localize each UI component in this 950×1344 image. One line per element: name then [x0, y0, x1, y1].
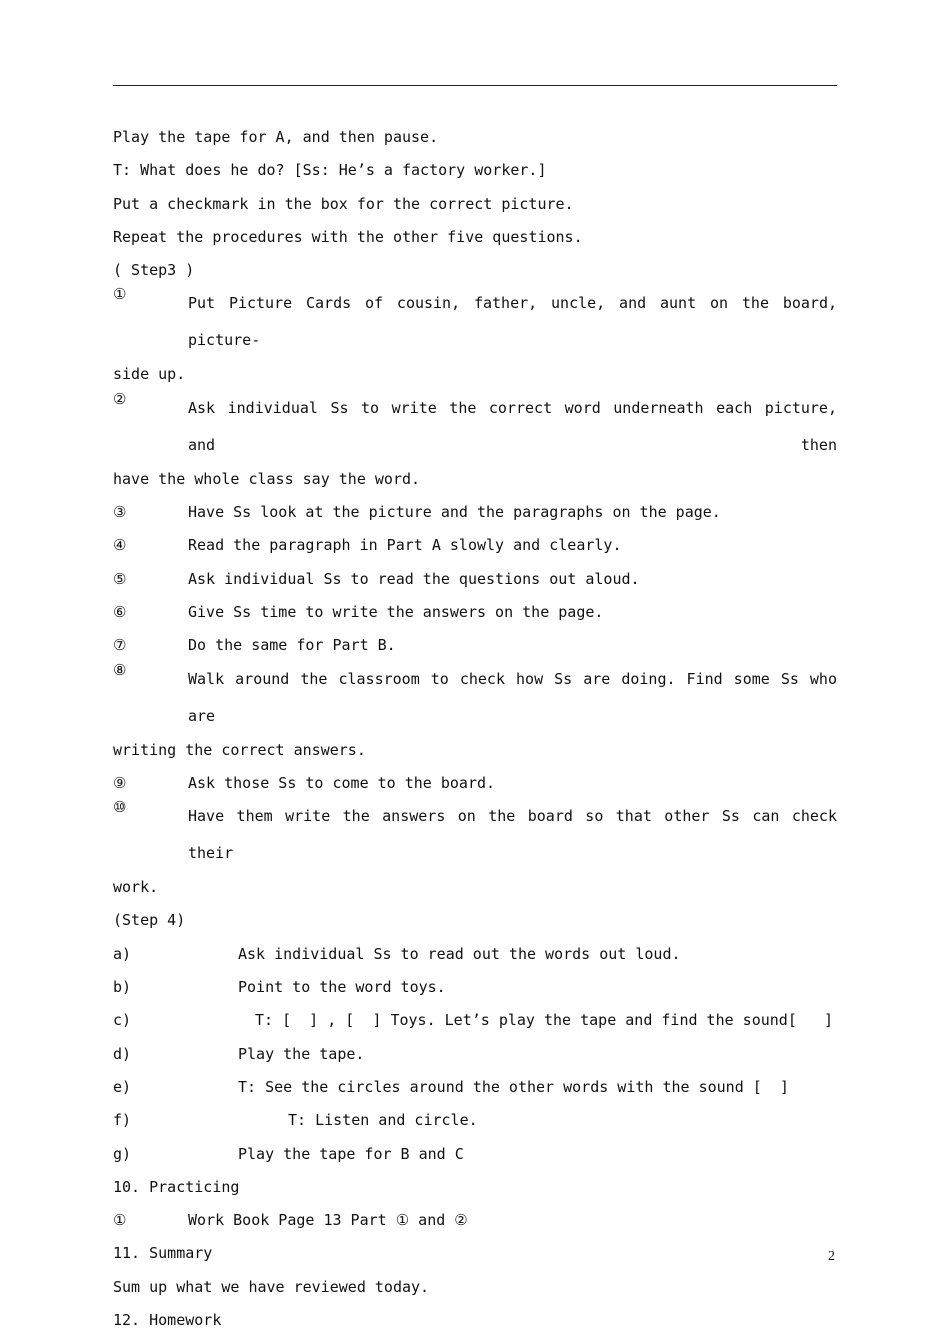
- section-heading-practicing: 10. Practicing: [113, 1177, 240, 1196]
- list-marker: g): [113, 1144, 132, 1163]
- list-marker: c): [113, 1011, 132, 1030]
- list-item: [113, 1142, 837, 1175]
- list-marker: ⑥: [113, 602, 127, 621]
- list-item-text: Ask individual Ss to read out the words out loud.: [238, 944, 681, 963]
- list-marker: d): [113, 1044, 132, 1063]
- list-marker: a): [113, 944, 132, 963]
- list-marker: e): [113, 1077, 132, 1096]
- list-item: [113, 942, 837, 975]
- list-marker: ⑩: [113, 798, 127, 817]
- list-item: [113, 567, 837, 600]
- list-item: [113, 1042, 837, 1075]
- list-marker: ①: [113, 285, 127, 304]
- list-item-continuation: side up.: [113, 365, 186, 384]
- section-heading-summary: 11. Summary: [113, 1244, 213, 1263]
- list-item-text: Work Book Page 13 Part ① and ②: [188, 1211, 468, 1230]
- list-marker: ④: [113, 536, 127, 555]
- step3-heading: ( Step3 ): [113, 261, 195, 280]
- page-number: 2: [828, 1249, 835, 1264]
- list-item-text: Do the same for Part B.: [188, 636, 396, 655]
- text-line: Put a checkmark in the box for the correct picture.: [113, 194, 574, 213]
- list-marker: b): [113, 978, 132, 997]
- list-item-text: T: Listen and circle.: [288, 1111, 478, 1130]
- list-item-text: Point to the word toys.: [238, 978, 446, 997]
- list-marker: ⑨: [113, 773, 127, 792]
- step4-heading: (Step 4): [113, 911, 186, 930]
- list-item-continuation: have the whole class say the word.: [113, 469, 421, 488]
- list-item-text: Ask those Ss to come to the board.: [188, 773, 496, 792]
- list-item-text: Walk around the classroom to check how Ss are doing. Find some Ss who are: [188, 669, 837, 725]
- list-item-text: Ask individual Ss to write the correct word underneath each picture, and then: [188, 398, 837, 454]
- list-item: [113, 661, 837, 735]
- list-item-text: T: See the circles around the other words with the sound [ ]: [238, 1077, 789, 1096]
- list-item-text: Give Ss time to write the answers on the page.: [188, 602, 604, 621]
- list-item: [113, 975, 837, 1008]
- section-heading-homework: 12. Homework: [113, 1311, 222, 1330]
- list-item-text: Play the tape for B and C: [238, 1144, 464, 1163]
- list-item: [113, 1108, 837, 1141]
- header-rule: [113, 85, 837, 86]
- list-item-text: Have them write the answers on the board so that other Ss can check their: [188, 807, 837, 863]
- list-marker: ⑦: [113, 636, 127, 655]
- list-item: [113, 500, 837, 533]
- list-item: [113, 285, 837, 359]
- list-item-continuation: work.: [113, 878, 159, 897]
- list-item-text: Put Picture Cards of cousin, father, uncle, and aunt on the board, picture-: [188, 294, 837, 350]
- list-item: [113, 1075, 837, 1108]
- list-item: [113, 798, 837, 872]
- text-line: Repeat the procedures with the other five questions.: [113, 227, 583, 246]
- document-body: [113, 125, 837, 1341]
- list-item: [113, 1008, 837, 1041]
- list-marker: ⑧: [113, 660, 127, 679]
- list-item-text: Read the paragraph in Part A slowly and clearly.: [188, 536, 622, 555]
- list-item: [113, 600, 837, 633]
- list-marker: ①: [113, 1211, 127, 1230]
- list-item-text: Play the tape.: [238, 1044, 365, 1063]
- list-item: [113, 1208, 837, 1241]
- list-marker: ⑤: [113, 569, 127, 588]
- list-marker: ③: [113, 503, 127, 522]
- text-line: T: What does he do? [Ss: He’s a factory worker.]: [113, 161, 547, 180]
- list-item-text: T: [ ] , [ ] Toys. Let’s play the tape and find the sound[ ]: [255, 1011, 833, 1030]
- list-marker: ②: [113, 389, 127, 408]
- list-item: [113, 390, 837, 464]
- text-line: Play the tape for A, and then pause.: [113, 128, 439, 146]
- summary-text: Sum up what we have reviewed today.: [113, 1277, 430, 1296]
- list-item-text: Ask individual Ss to read the questions out aloud.: [188, 569, 640, 588]
- list-item-continuation: writing the correct answers.: [113, 740, 366, 759]
- list-marker: f): [113, 1111, 132, 1130]
- list-item-text: Have Ss look at the picture and the paragraphs on the page.: [188, 503, 721, 522]
- list-item: [113, 533, 837, 566]
